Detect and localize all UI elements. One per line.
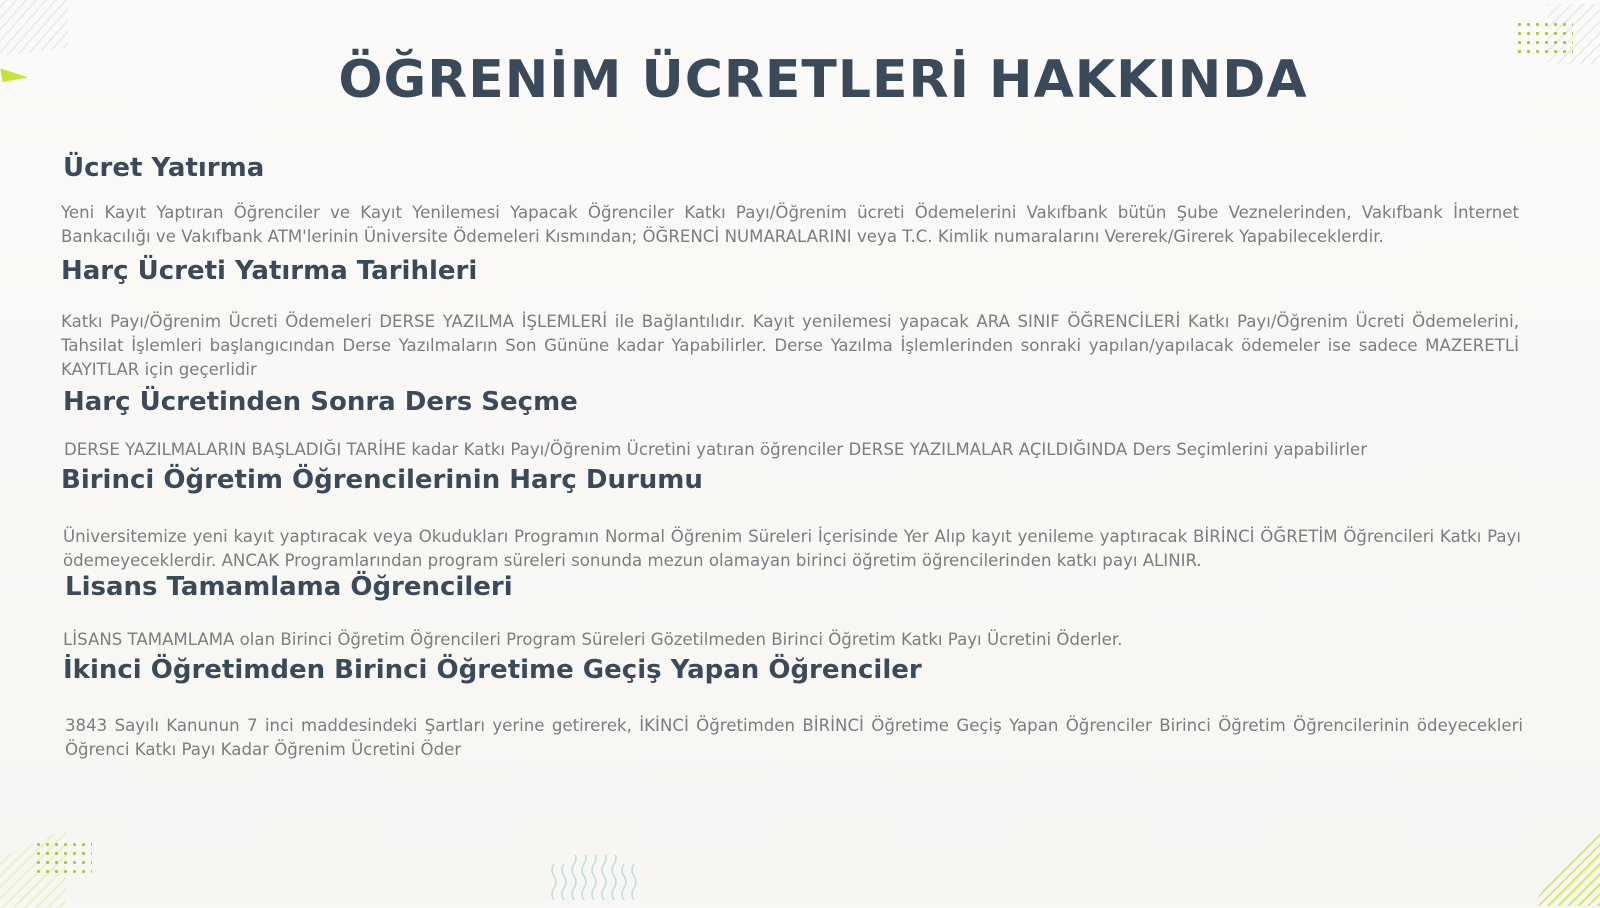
section-heading-ders-secme: Harç Ücretinden Sonra Ders Seçme bbox=[63, 387, 578, 417]
section-body-harc-tarihleri: Katkı Payı/Öğrenim Ücreti Ödemeleri DERSE YAZILMA İŞLEMLERİ ile Bağlantılıdır. Kayıt yenilemesi yapacak ARA SINIF ÖĞRENCİLERİ Katkı Payı/Öğrenim Ücreti Ödemelerini, Tahsilat İşlemleri başlangıcından Derse Yazılmaların Son Gününe kadar Yapabilirler. Derse Yazılma İşlemlerinden sonraki yapılan/yapılacak ödemeler ise sadece MAZERETLİ KAYITLAR için geçerlidir bbox=[61, 312, 1519, 379]
page-title: ÖĞRENİM ÜCRETLERİ HAKKINDA bbox=[338, 50, 1308, 110]
section-body-birinci-ogretim: Üniversitemize yeni kayıt yaptıracak veya Okudukları Programın Normal Öğrenim Süreleri İçerisinde Yer Alıp kayıt yenileme yaptıracak BİRİNCİ ÖĞRETİM Öğrencileri Katkı Payı ödemeyeceklerdir. ANCAK Programlarından program süreleri sonunda mezun olamayan birinci öğretim öğrencilerinden katkı payı ALINIR. bbox=[63, 527, 1521, 570]
decorative-waves-bottom bbox=[550, 855, 650, 900]
section-heading-ucret-yatirma: Ücret Yatırma bbox=[63, 153, 265, 183]
section-heading-ikinci-ogretimden-gecis: İkinci Öğretimden Birinci Öğretime Geçiş Yapan Öğrenciler bbox=[63, 655, 922, 685]
section-heading-birinci-ogretim: Birinci Öğretim Öğrencilerinin Harç Durumu bbox=[61, 465, 703, 495]
section-heading-harc-tarihleri: Harç Ücreti Yatırma Tarihleri bbox=[61, 256, 478, 286]
section-body-ikinci-ogretimden-gecis: 3843 Sayılı Kanunun 7 inci maddesindeki Şartları yerine getirerek, İKİNCİ Öğretimden BİRİNCİ Öğretime Geçiş Yapan Öğrenciler Birinci Öğretim Öğrencilerinin ödeyecekleri Öğrenci Katkı Payı Kadar Öğrenim Ücretini Öder bbox=[65, 716, 1523, 759]
section-body-lisans-tamamlama: LİSANS TAMAMLAMA olan Birinci Öğretim Öğrencileri Program Süreleri Gözetilmeden Birinci Öğretim Katkı Payı Ücretini Öderler. bbox=[63, 630, 1123, 649]
decorative-stripes-top-left bbox=[0, 0, 68, 57]
section-body-ucret-yatirma: Yeni Kayıt Yaptıran Öğrenciler ve Kayıt Yenilemesi Yapacak Öğrenciler Katkı Payı/Öğrenim ücreti Ödemelerini Vakıfbank bütün Şube Veznelerinden, Vakıfbank İnternet Bankacılığı ve Vakıfbank ATM'lerinin Üniversite Ödemeleri Kısmından; ÖĞRENCİ NUMARALARINI veya T.C. Kimlik numaralarını Vererek/Girerek Yapabileceklerdir. bbox=[61, 203, 1519, 246]
decorative-dots-bottom-left bbox=[34, 840, 92, 876]
decorative-stripes-bottom-right bbox=[1532, 822, 1600, 906]
section-body-ders-secme: DERSE YAZILMALARIN BAŞLADIĞI TARİHE kadar Katkı Payı/Öğrenim Ücretini yatıran öğrenciler DERSE YAZILMALAR AÇILDIĞINDA Ders Seçimlerini yapabilirler bbox=[64, 440, 1368, 459]
section-heading-lisans-tamamlama: Lisans Tamamlama Öğrencileri bbox=[65, 572, 513, 602]
